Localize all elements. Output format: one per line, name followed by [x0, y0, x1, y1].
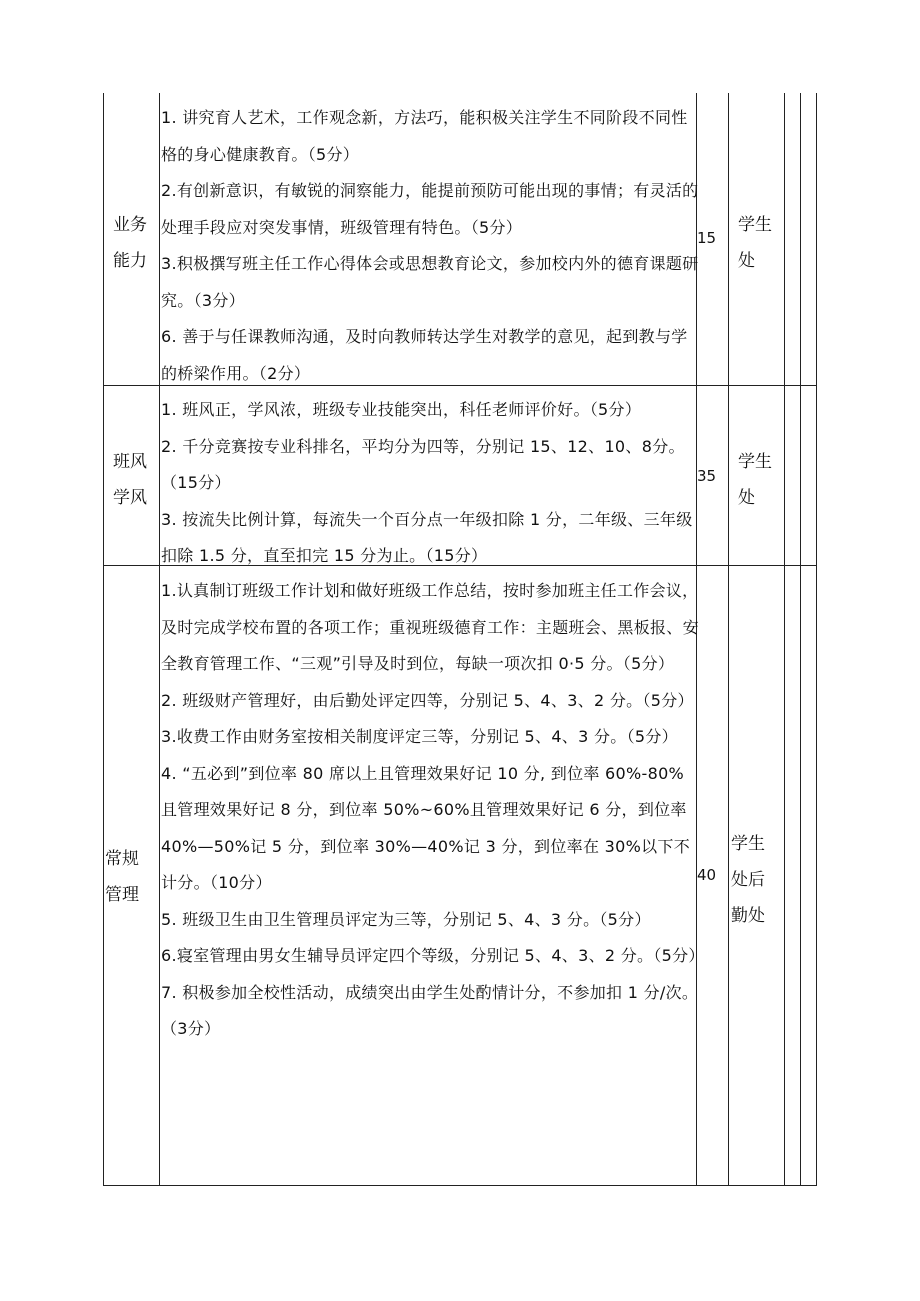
- criterion-item: 1. 讲究育人艺术，工作观念新，方法巧，能积极关注学生不同阶段不同性格的身心健康教育。（5分）: [161, 108, 688, 164]
- category-line: 班风: [113, 452, 147, 472]
- row-score: 35: [697, 467, 717, 485]
- department-line: 学生: [738, 452, 772, 472]
- department-line: 勤处: [731, 906, 765, 926]
- criterion-item: 5. 班级卫生由卫生管理员评定为三等，分别记 5、4、3 分。（5分）: [161, 909, 651, 929]
- table-border-right: [816, 93, 817, 1186]
- department-line: 学生: [731, 834, 765, 854]
- criterion-item: 2. 班级财产管理好，由后勤处评定四等，分别记 5、4、3、2 分。（5分）: [161, 690, 694, 710]
- row-department: [738, 207, 772, 279]
- column-divider-extra: [800, 93, 801, 1186]
- row-items: [161, 100, 699, 392]
- department-line: 处: [738, 488, 755, 508]
- row-category: [113, 207, 147, 279]
- criterion-item: 2. 千分竞赛按专业科排名，平均分为四等，分别记 15、12、10、8分。（15分）: [161, 436, 685, 492]
- criterion-item: 7. 积极参加全校性活动，成绩突出由学生处酌情计分，不参加扣 1 分/次。（3分）: [161, 982, 699, 1038]
- criterion-item: 6.寝室管理由男女生辅导员评定四个等级，分别记 5、4、3、2 分。（5分）: [161, 946, 705, 965]
- category-line: 管理: [105, 885, 139, 905]
- category-line: 能力: [113, 251, 147, 271]
- column-divider-dept: [784, 93, 785, 1186]
- column-divider-category: [159, 93, 160, 1186]
- category-line: 常规: [105, 849, 139, 869]
- row-category: [105, 841, 139, 913]
- category-line: 业务: [113, 215, 147, 235]
- table-border-left: [103, 93, 104, 1186]
- criterion-item: 2.有创新意识，有敏锐的洞察能力，能提前预防可能出现的事情；有灵活的处理手段应对突发事情，班级管理有特色。（5分）: [161, 181, 699, 237]
- row-department: [731, 826, 765, 934]
- department-line: 处后: [731, 870, 765, 890]
- row-score: 15: [697, 229, 717, 247]
- criterion-item: 1.认真制订班级工作计划和做好班级工作总结，按时参加班主任工作会议，及时完成学校布置的各项工作；重视班级德育工作：主题班会、黑板报、安全教育管理工作、“三观”引导及时到位，每缺一项次扣 0·5 分。（5分）: [161, 581, 699, 673]
- column-divider-score: [728, 93, 729, 1186]
- criterion-item: 3. 按流失比例计算，每流失一个百分点一年级扣除 1 分，二年级、三年级扣除 1.5 分，直至扣完 15 分为止。（15分）: [161, 509, 693, 565]
- category-line: 学风: [113, 488, 147, 508]
- department-line: 学生: [738, 215, 772, 235]
- row-items: [161, 392, 699, 575]
- criterion-item: 1. 班风正，学风浓，班级专业技能突出，科任老师评价好。（5分）: [161, 400, 642, 419]
- row-score: 40: [697, 866, 717, 884]
- criterion-item: 3.积极撰写班主任工作心得体会或思想教育论文，参加校内外的德育课题研究。（3分）: [161, 254, 699, 310]
- department-line: 处: [738, 251, 755, 271]
- criterion-item: 3.收费工作由财务室按相关制度评定三等，分别记 5、4、3 分。（5分）: [161, 727, 678, 746]
- row-category: [113, 444, 147, 516]
- table-border-bottom: [103, 1185, 817, 1186]
- row-department: [738, 444, 772, 516]
- criterion-item: 6. 善于与任课教师沟通，及时向教师转达学生对教学的意见，起到教与学的桥梁作用。（2分）: [161, 327, 688, 383]
- row-items: [161, 573, 705, 1048]
- criterion-item: 4. “五必到”到位率 80 席以上且管理效果好记 10 分, 到位率 60%-80%且管理效果好记 8 分，到位率 50%~60%且管理效果好记 6 分，到位率 40%—50%记 5 分，到位率 30%—40%记 3 分，到位率在 30%以下不计分。（10分）: [161, 763, 690, 892]
